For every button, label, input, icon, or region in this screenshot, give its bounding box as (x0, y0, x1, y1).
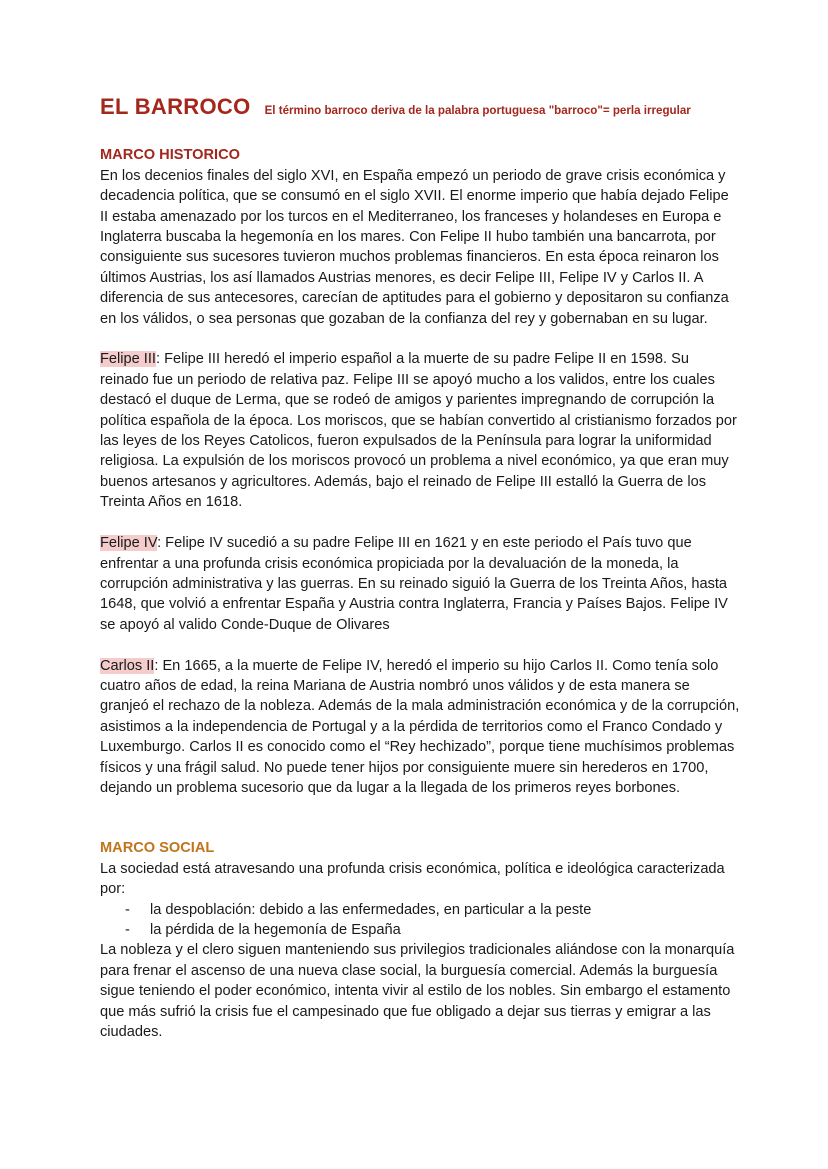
list-item-text: la despoblación: debido a las enfermedades, en particular a la peste (150, 901, 592, 918)
page-subtitle: El término barroco deriva de la palabra portuguesa "barroco"= perla irregular (264, 104, 691, 117)
king-name-highlight: Felipe IV (100, 535, 158, 552)
title-row (100, 94, 740, 121)
list-item (100, 900, 740, 920)
section-spacer (100, 798, 740, 838)
king-text: : Felipe III heredó el imperio español a la muerte de su padre Felipe II en 1598. Su reinado fue un periodo de relativa paz. Felipe III se apoyó mucho a los validos, entre los cuales destacó el duque de Lerma, que se rodeó de amigos y parientes impregnando de corrupción la política española de la época. Los moriscos, que se habían convertido al cristianismo forzados por las leyes de los Reyes Catolicos, fueron expulsados de la Península para lograr la uniformidad religiosa. La expulsión de los moriscos provocó un problema a nivel económico, ya que eran muy buenos artesanos y agricultores. Además, bajo el reinado de Felipe III estalló la Guerra de los Treinta Años en 1618. (100, 351, 737, 511)
list-item (100, 920, 740, 940)
king-paragraph-carlos-ii (100, 656, 740, 799)
king-name-highlight: Carlos II (100, 657, 155, 674)
section-marco-social (100, 838, 740, 1042)
king-text: : En 1665, a la muerte de Felipe IV, heredó el imperio su hijo Carlos II. Como tenía solo cuatro años de edad, la reina Mariana de Austria nombró unos válidos y de esta manera se granjeó el rechazo de la nobleza. Además de la mala administración económica y de la corrupción, asistimos a la independencia de Portugal y a la pérdida de territorios como el Franco Condado y Luxemburgo. Carlos II es conocido como el “Rey hechizado”, porque tiene muchísimos problemas físicos y una frágil salud. No puede tener hijos por consiguiente muere sin herederos en 1700, dejando un problema sucesorio que da lugar a la llegada de los primeros reyes borbones. (100, 657, 740, 796)
king-paragraph-felipe-iii (100, 349, 740, 512)
king-name-highlight: Felipe III (100, 351, 156, 368)
king-paragraph-felipe-iv (100, 533, 740, 635)
king-text: : Felipe IV sucedió a su padre Felipe III en 1621 y en este periodo el País tuvo que enfrentar a una profunda crisis económica propiciada por la devaluación de la moneda, la corrupción administrativa y las guerras. En su reinado siguió la Guerra de los Treinta Años, hasta 1648, que volvió a enfrentar España y Austria contra Inglaterra, Francia y Países Bajos. Felipe IV se apoyó al valido Conde-Duque de Olivares (100, 535, 728, 633)
dash-bullet-icon: - (125, 901, 130, 918)
marco-historico-intro: En los decenios finales del siglo XVI, en España empezó un periodo de grave crisis económica y decadencia política, que se consumó en el siglo XVII. El enorme imperio que había dejado Felipe II estaba amenazado por los turcos en el Mediterraneo, los franceses y holandeses en Europa e Inglaterra buscaba la hegemonía en los mares. Con Felipe II hubo también una bancarrota, por consiguiente sus sucesores tuvieron muchos problemas financieros. En esta época reinaron los últimos Austrias, los así llamados Austrias menores, es decir Felipe III, Felipe IV y Carlos II. A diferencia de sus antecesores, carecían de aptitudes para el gobierno y depositaron su confianza en los válidos, o sea personas que gozaban de la confianza del rey y gobernaban en su lugar. (100, 167, 729, 327)
dash-bullet-icon: - (125, 921, 130, 938)
marco-social-list (100, 900, 740, 941)
document-content (100, 94, 740, 1042)
list-item-text: la pérdida de la hegemonía de España (150, 921, 401, 938)
marco-social-closing: La nobleza y el clero siguen manteniendo sus privilegios tradicionales aliándose con la monarquía para frenar el ascenso de una nueva clase social, la burguesía comercial. Además la burguesía sigue teniendo el poder económico, intenta vivir al estilo de los nobles. Sin embargo el estamento que más sufrió la crisis fue el campesinado que fue obligado a dejar sus tierras y emigrar a las ciudades. (100, 942, 735, 1041)
section-marco-historico (100, 145, 740, 798)
marco-social-intro: La sociedad está atravesando una profunda crisis económica, política e ideológica caracterizada por: (100, 860, 725, 898)
section-heading-marco-social: MARCO SOCIAL (100, 840, 215, 857)
section-heading-marco-historico: MARCO HISTORICO (100, 147, 240, 164)
page-title: EL BARROCO (100, 94, 251, 119)
